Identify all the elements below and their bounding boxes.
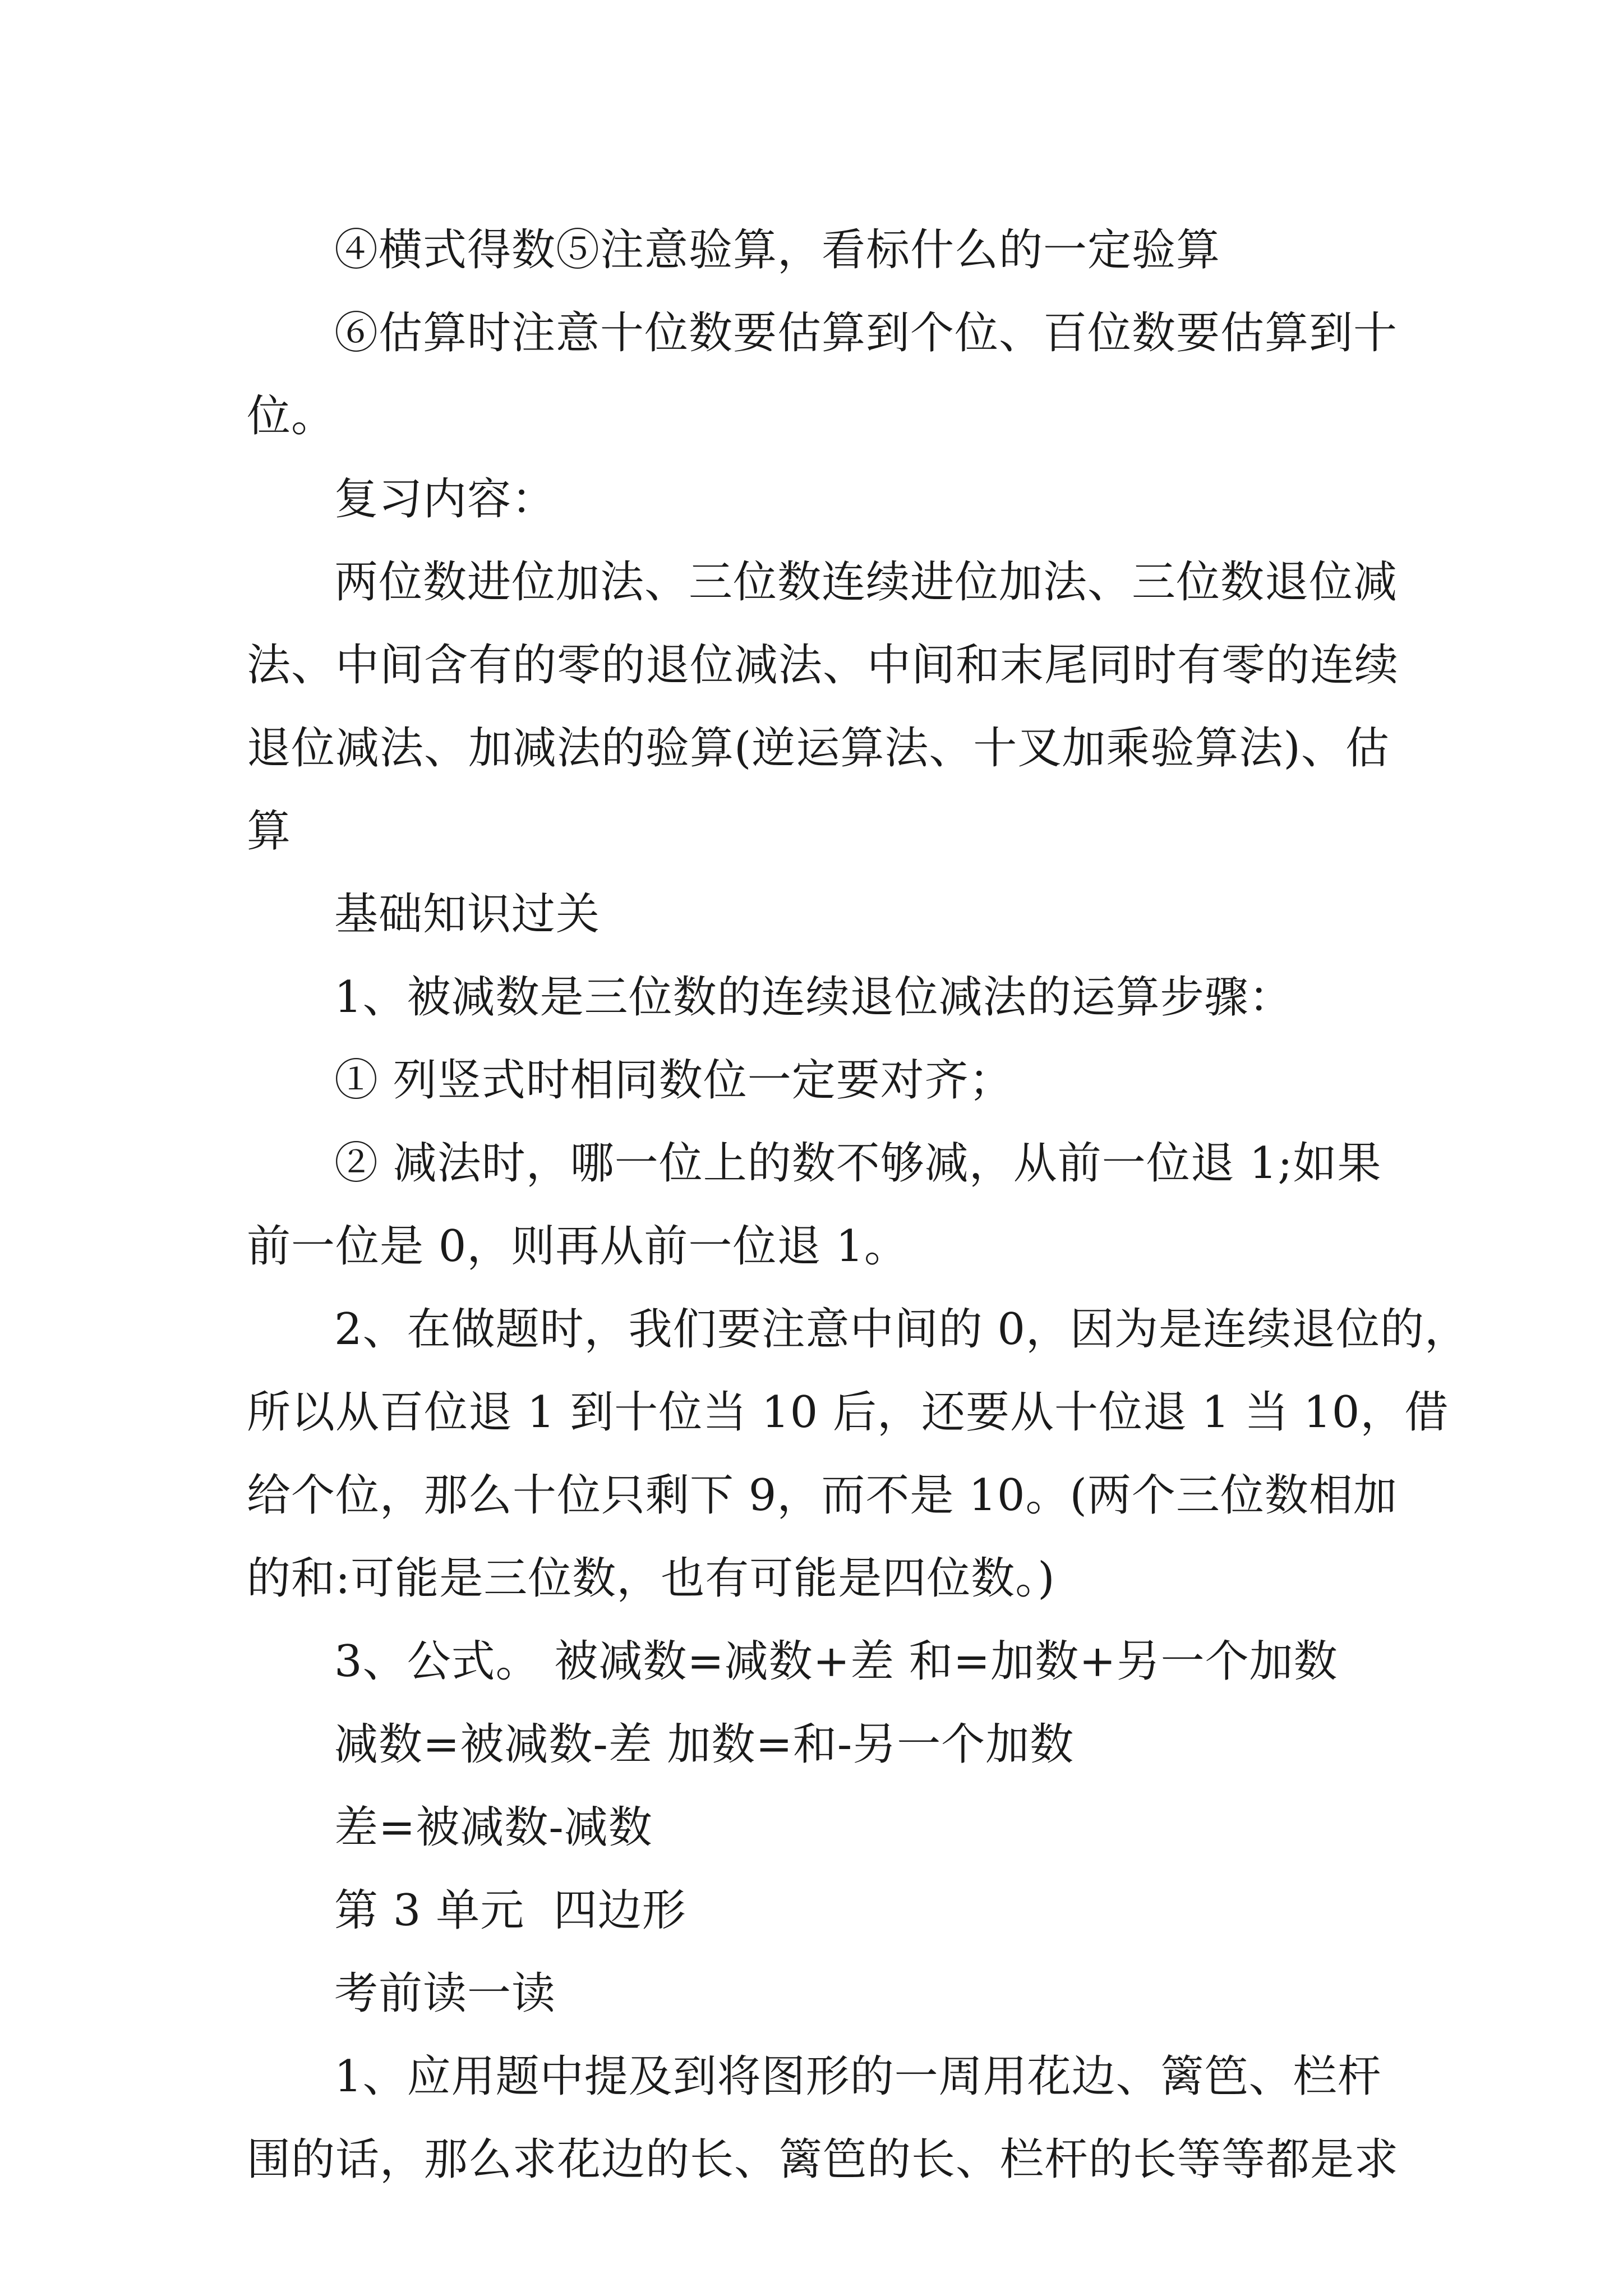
- formula-line: 3、公式。 被减数=减数+差 和=加数+另一个加数: [334, 1636, 1338, 1687]
- text-line: 1、应用题中提及到将图形的一周用花边、篱笆、栏杆: [334, 2051, 1382, 2102]
- text-line: 给个位，那么十位只剩下 9，而不是 10。(两个三位数相加: [247, 1470, 1398, 1521]
- formula-line: 差=被减数-减数: [334, 1802, 653, 1853]
- text-line: 算: [247, 806, 292, 857]
- text-line: 两位数进位加法、三位数连续进位加法、三位数退位减: [334, 557, 1398, 608]
- text-line: 所以从百位退 1 到十位当 10 后，还要从十位退 1 当 10，借: [247, 1387, 1449, 1438]
- text-line: ① 列竖式时相同数位一定要对齐；: [334, 1055, 1013, 1106]
- text-line: ⑥估算时注意十位数要估算到个位、百位数要估算到十: [334, 308, 1398, 358]
- section-heading: 基础知识过关: [334, 889, 601, 940]
- text-line: 的和:可能是三位数，也有可能是四位数。): [247, 1553, 1055, 1604]
- text-line: 围的话，那么求花边的长、篱笆的长、栏杆的长等等都是求: [247, 2134, 1399, 2185]
- text-line: ② 减法时，哪一位上的数不够减，从前一位退 1;如果: [334, 1138, 1382, 1189]
- unit-heading: 第 3 单元 四边形: [334, 1885, 686, 1936]
- text-line: 前一位是 0，则再从前一位退 1。: [247, 1221, 909, 1272]
- formula-line: 减数=被减数-差 加数=和-另一个加数: [334, 1719, 1075, 1770]
- text-line: 2、在做题时，我们要注意中间的 0，因为是连续退位的，: [334, 1304, 1469, 1355]
- text-line: 退位减法、加减法的验算(逆运算法、十叉加乘验算法)、估: [247, 723, 1390, 774]
- section-heading: 复习内容：: [334, 474, 556, 524]
- text-line: 1、被减数是三位数的连续退位减法的运算步骤：: [334, 972, 1293, 1023]
- text-line: 位。: [247, 391, 336, 441]
- section-heading: 考前读一读: [334, 1968, 556, 2019]
- text-line: 法、中间含有的零的退位减法、中间和末尾同时有零的连续: [247, 640, 1399, 691]
- text-line: ④横式得数⑤注意验算，看标什么的一定验算: [334, 225, 1221, 275]
- document-page: [247, 209, 1469, 2201]
